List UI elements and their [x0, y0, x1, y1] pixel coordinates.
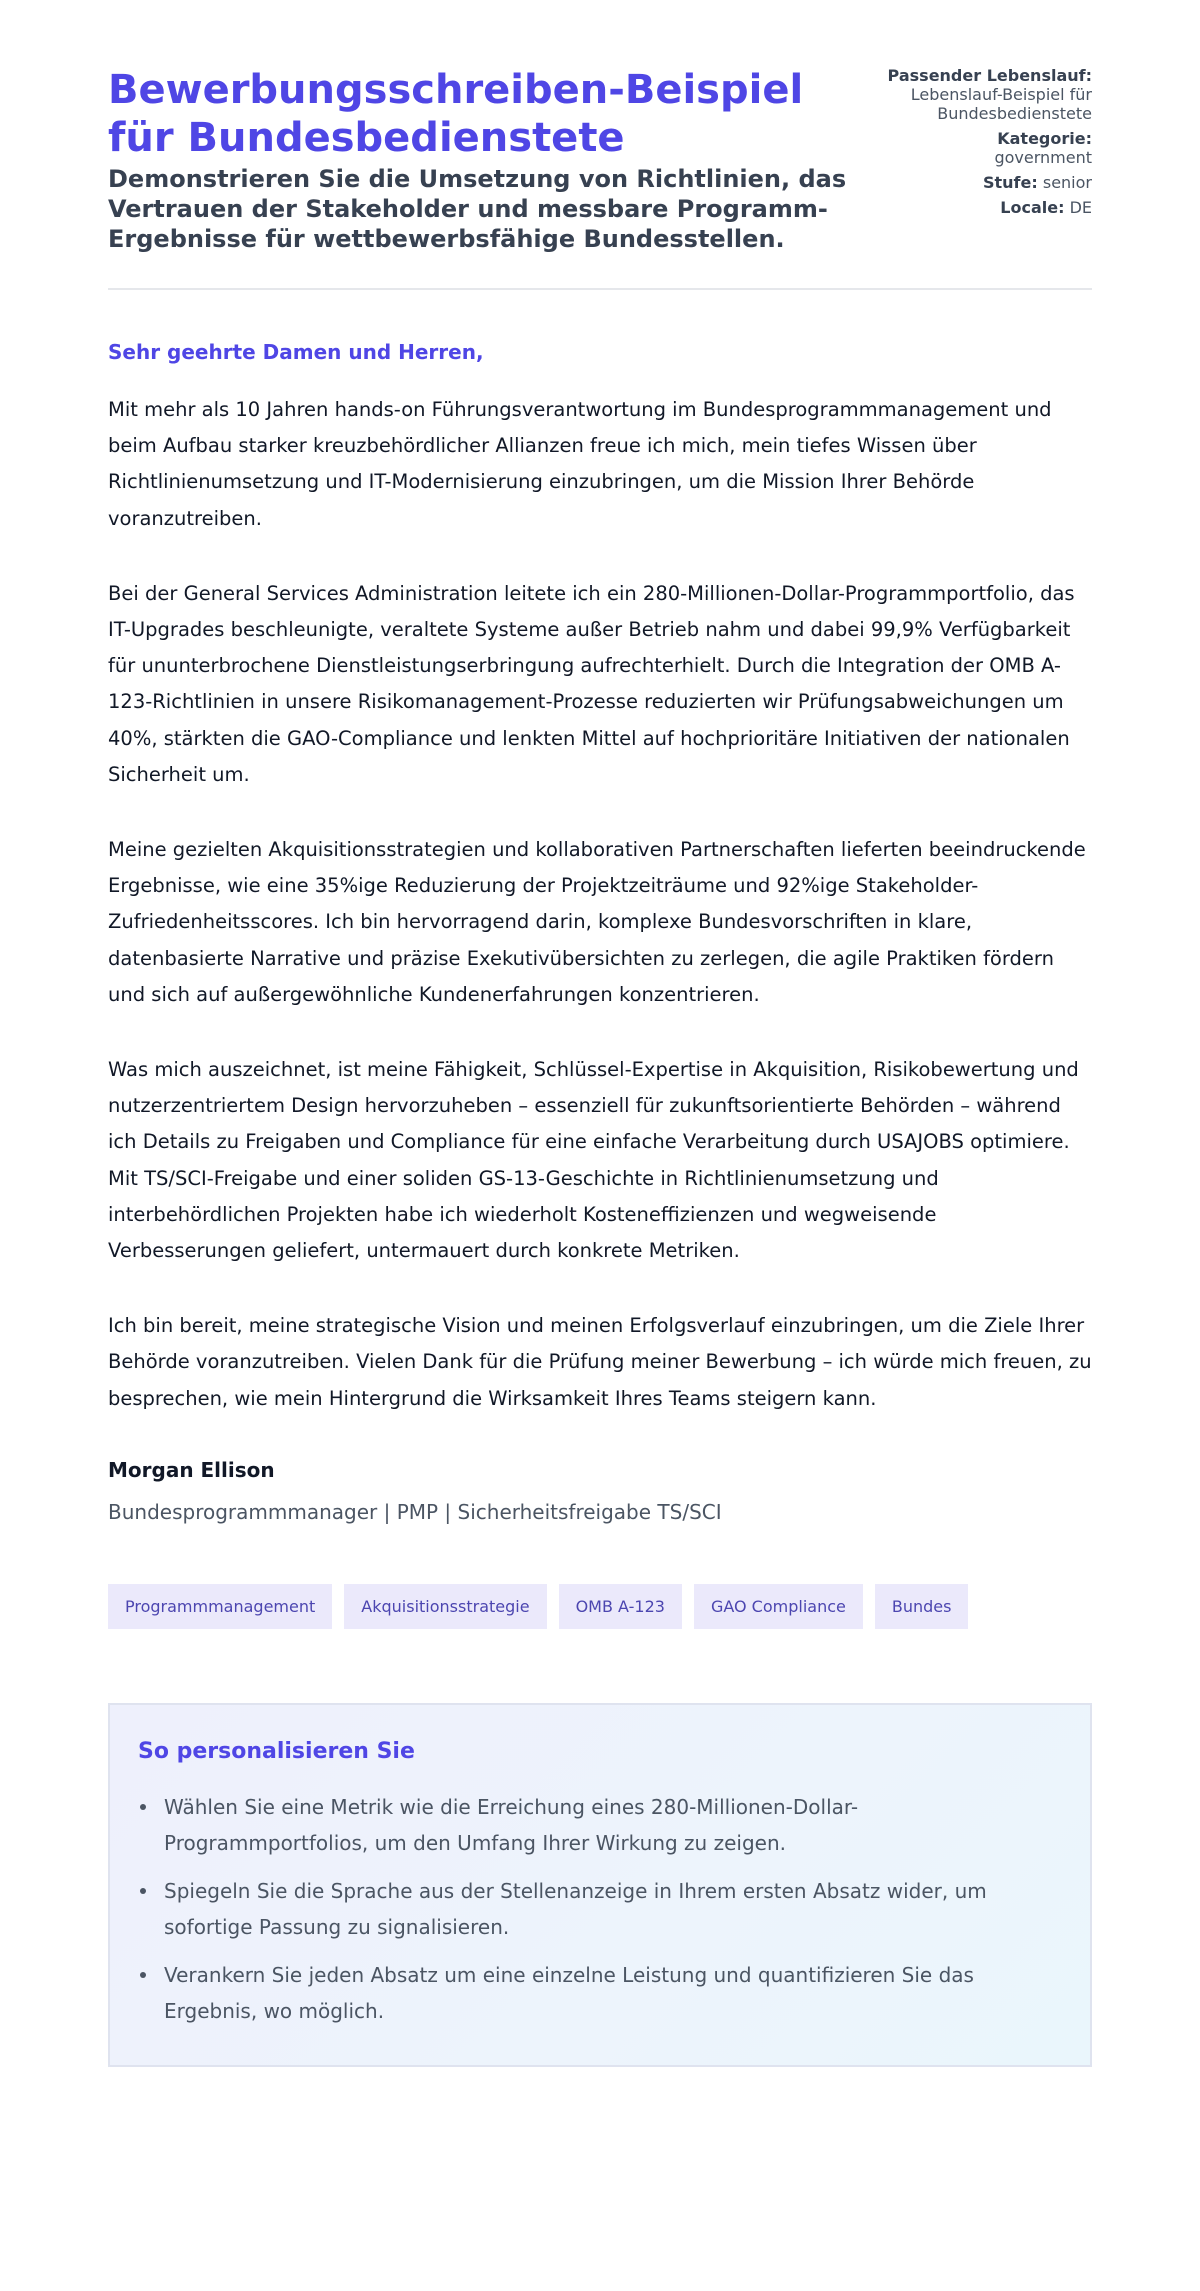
- tips-list: [138, 1789, 1062, 2029]
- tag-bundes: Bundes: [875, 1584, 969, 1629]
- tag-omb-a-123: OMB A-123: [559, 1584, 682, 1629]
- meta-category: [862, 129, 1092, 167]
- meta-level: [862, 173, 1092, 192]
- letter-body: [108, 392, 1092, 1417]
- meta-category-value: government: [994, 148, 1092, 167]
- meta-resume-value: Lebenslauf-Beispiel für Bundesbedienstete: [910, 85, 1092, 123]
- meta-locale-value: DE: [1069, 198, 1092, 217]
- page-subtitle: Demonstrieren Sie die Umsetzung von Richtlinien, das Vertrauen der Stakeholder und messbare Programm-Ergebnisse für wettbewerbsfähige Bundesstellen.: [108, 165, 847, 253]
- header-titles: [108, 66, 848, 254]
- tag-akquisitionsstrategie: Akquisitionsstrategie: [344, 1584, 546, 1629]
- bullet-icon: [140, 1972, 146, 1978]
- letter-paragraph: Mit mehr als 10 Jahren hands-on Führungsverantwortung im Bundesprogrammmanagement und beim Aufbau starker kreuzbehördlicher Allianzen freue ich mich, mein tiefes Wissen über Richtlinienumsetzung und IT-Modernisierung einzubringen, um die Mission Ihrer Behörde voranzutreiben.: [108, 398, 1052, 530]
- tip-text: Spiegeln Sie die Sprache aus der Stellenanzeige in Ihrem ersten Absatz wider, um sofortige Passung zu signalisieren.: [164, 1878, 987, 1939]
- tag-list: [108, 1584, 1092, 1629]
- bullet-icon: [140, 1888, 146, 1894]
- signature-title: Bundesprogrammmanager | PMP | Sicherheitsfreigabe TS/SCI: [108, 1499, 722, 1524]
- letter-paragraph: Bei der General Services Administration leitete ich ein 280-Millionen-Dollar-Programmportfolio, das IT-Upgrades beschleunigte, veraltete Systeme außer Betrieb nahm und dabei 99,9% Verfügbarkeit für ununterbrochene Dienstleistungserbringung aufrechterhielt. Durch die Integration der OMB A-123-Richtlinien in unsere Risikomanagement-Prozesse reduzierten wir Prüfungsabweichungen um 40%, stärkten die GAO-Compliance und lenkten Mittel auf hochprioritäre Initiativen der nationalen Sicherheit um.: [108, 581, 1075, 786]
- tag-programmmanagement: Programmmanagement: [108, 1584, 332, 1629]
- page-title: Bewerbungsschreiben-Beispiel für Bundesbedienstete: [108, 67, 804, 161]
- meta-level-label: Stufe:: [982, 173, 1038, 192]
- tip-item: [138, 1789, 1062, 1861]
- signature-name: Morgan Ellison: [108, 1457, 275, 1482]
- tag-gao-compliance: GAO Compliance: [694, 1584, 863, 1629]
- meta-category-label: Kategorie:: [997, 129, 1092, 148]
- tip-item: [138, 1957, 1062, 2029]
- letter-greeting: Sehr geehrte Damen und Herren,: [108, 340, 484, 364]
- letter-paragraph: Ich bin bereit, meine strategische Vision und meinen Erfolgsverlauf einzubringen, um die Ziele Ihrer Behörde voranzutreiben. Vielen Dank für die Prüfung meiner Bewerbung – ich würde mich freuen, zu besprechen, wie mein Hintergrund die Wirksamkeit Ihres Teams steigern kann.: [108, 1314, 1092, 1410]
- personalization-tips: [108, 1703, 1092, 2067]
- meta-level-value: senior: [1042, 173, 1092, 192]
- tip-item: [138, 1873, 1062, 1945]
- tip-text: Verankern Sie jeden Absatz um eine einzelne Leistung und quantifizieren Sie das Ergebnis, wo möglich.: [164, 1962, 974, 2023]
- bullet-icon: [140, 1804, 146, 1810]
- letter-paragraph: Was mich auszeichnet, ist meine Fähigkeit, Schlüssel-Expertise in Akquisition, Risikobewertung und nutzerzentriertem Design hervorzuheben – essenziell für zukunftsorientierte Behörden – während ich Details zu Freigaben und Compliance für eine einfache Verarbeitung durch USAJOBS optimiere. Mit TS/SCI-Freigabe und einer soliden GS-13-Geschichte in Richtlinienumsetzung und interbehördlichen Projekten habe ich wiederholt Kosteneffizienzen und wegweisende Verbesserungen geliefert, untermauert durch konkrete Metriken.: [108, 1058, 1079, 1263]
- signature-block: [108, 1456, 1092, 1526]
- meta-locale-label: Locale:: [1000, 198, 1065, 217]
- page-header: [108, 66, 1092, 290]
- letter-paragraph: Meine gezielten Akquisitionsstrategien und kollaborativen Partnerschaften lieferten beeindruckende Ergebnisse, wie eine 35%ige Reduzierung der Projektzeiträume und 92%ige Stakeholder-Zufriedenheitsscores. Ich bin hervorragend darin, komplexe Bundesvorschriften in klare, datenbasierte Narrative und präzise Exekutivübersichten zu zerlegen, die agile Praktiken fördern und sich auf außergewöhnliche Kundenerfahrungen konzentrieren.: [108, 838, 1086, 1006]
- meta-panel: [862, 66, 1092, 223]
- tip-text: Wählen Sie eine Metrik wie die Erreichung eines 280-Millionen-Dollar-Programmportfolios, um den Umfang Ihrer Wirkung zu zeigen.: [164, 1794, 859, 1855]
- tips-title: So personalisieren Sie: [138, 1738, 415, 1764]
- meta-resume: [862, 66, 1092, 123]
- meta-locale: [862, 198, 1092, 217]
- meta-resume-label: Passender Lebenslauf:: [887, 66, 1092, 85]
